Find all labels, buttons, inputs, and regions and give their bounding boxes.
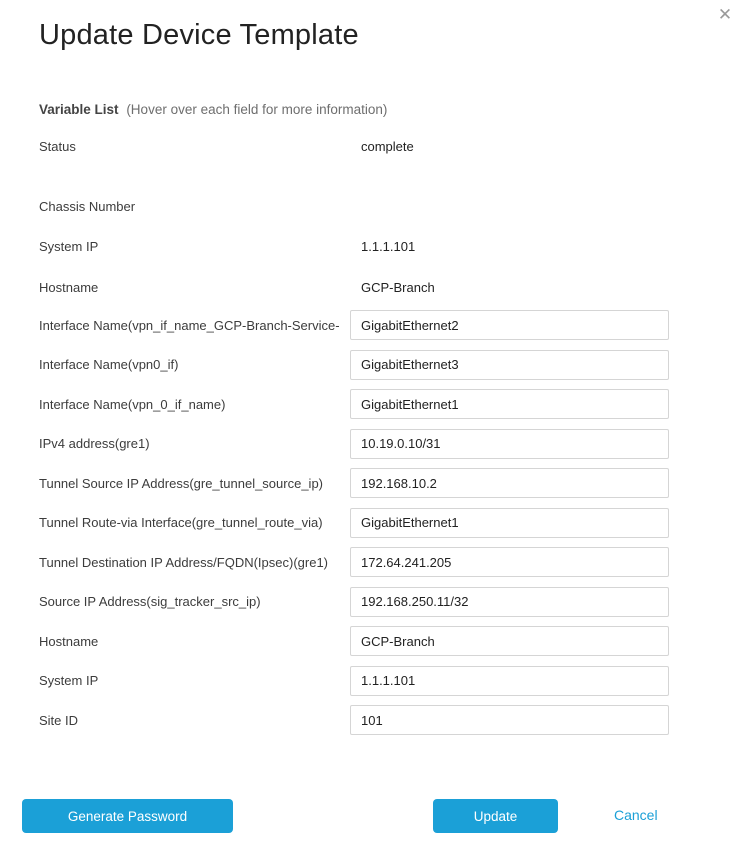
- field-row-tunnel-source-ip: [0, 468, 752, 498]
- readonly-row-status: [0, 139, 752, 154]
- field-row-tunnel-destination-ip: [0, 547, 752, 577]
- variable-list-header: [39, 102, 387, 117]
- generate-password-button[interactable]: Generate Password: [22, 799, 233, 833]
- readonly-row-hostname: [0, 280, 752, 295]
- field-row-source-ip-tracker: [0, 587, 752, 617]
- system-ip-label: System IP: [39, 239, 99, 254]
- ipv4-address-gre1-input[interactable]: [350, 429, 669, 459]
- field-label: Hostname: [39, 633, 99, 649]
- field-label: Interface Name(vpn_if_name_GCP-Branch-Service-: [39, 317, 340, 333]
- variable-field-rows: [0, 310, 752, 745]
- field-row-interface-name-vpn0-if: [0, 350, 752, 380]
- field-label: System IP: [39, 673, 99, 688]
- tunnel-destination-ip-input[interactable]: [350, 547, 669, 577]
- hostname-input[interactable]: [350, 626, 669, 656]
- interface-name-service-input[interactable]: [350, 310, 669, 340]
- readonly-row-system-ip: [0, 239, 752, 254]
- field-row-site-id: [0, 705, 752, 735]
- variable-list-hint: (Hover over each field for more information): [126, 102, 388, 117]
- system-ip-input[interactable]: [350, 666, 669, 696]
- field-row-tunnel-route-via: [0, 508, 752, 538]
- field-row-ipv4-address-gre1: [0, 429, 752, 459]
- variable-list-heading: Variable List: [39, 102, 119, 117]
- update-button[interactable]: Update: [433, 799, 558, 833]
- field-label: Site ID: [39, 712, 79, 728]
- chassis-number-label: Chassis Number: [39, 199, 136, 214]
- readonly-rows: [0, 139, 752, 295]
- hostname-label: Hostname: [39, 280, 99, 295]
- cancel-button[interactable]: Cancel: [614, 807, 658, 823]
- status-label: Status: [39, 139, 76, 154]
- field-row-interface-name-service: [0, 310, 752, 340]
- field-label: Tunnel Source IP Address(gre_tunnel_source_ip): [39, 475, 324, 491]
- close-icon[interactable]: ✕: [717, 5, 733, 24]
- field-label: Source IP Address(sig_tracker_src_ip): [39, 594, 261, 609]
- field-row-hostname: [0, 626, 752, 656]
- field-label: Interface Name(vpn0_if): [39, 357, 179, 372]
- hostname-value: GCP-Branch: [361, 280, 435, 295]
- field-label: Interface Name(vpn_0_if_name): [39, 396, 226, 412]
- status-value: complete: [361, 139, 414, 154]
- interface-name-vpn0-if-name-input[interactable]: [350, 389, 669, 419]
- readonly-row-chassis-number: [0, 199, 752, 214]
- interface-name-vpn0-if-input[interactable]: [350, 350, 669, 380]
- site-id-input[interactable]: [350, 705, 669, 735]
- dialog-title: Update Device Template: [39, 19, 359, 51]
- tunnel-source-ip-input[interactable]: [350, 468, 669, 498]
- dialog-footer: [0, 799, 752, 833]
- system-ip-value: 1.1.1.101: [361, 239, 416, 254]
- field-row-system-ip: [0, 666, 752, 696]
- field-label: Tunnel Route-via Interface(gre_tunnel_route_via): [39, 515, 323, 530]
- field-row-interface-name-vpn0-if-name: [0, 389, 752, 419]
- source-ip-tracker-input[interactable]: [350, 587, 669, 617]
- field-label: IPv4 address(gre1): [39, 436, 150, 451]
- tunnel-route-via-input[interactable]: [350, 508, 669, 538]
- field-label: Tunnel Destination IP Address/FQDN(Ipsec)(gre1): [39, 554, 329, 570]
